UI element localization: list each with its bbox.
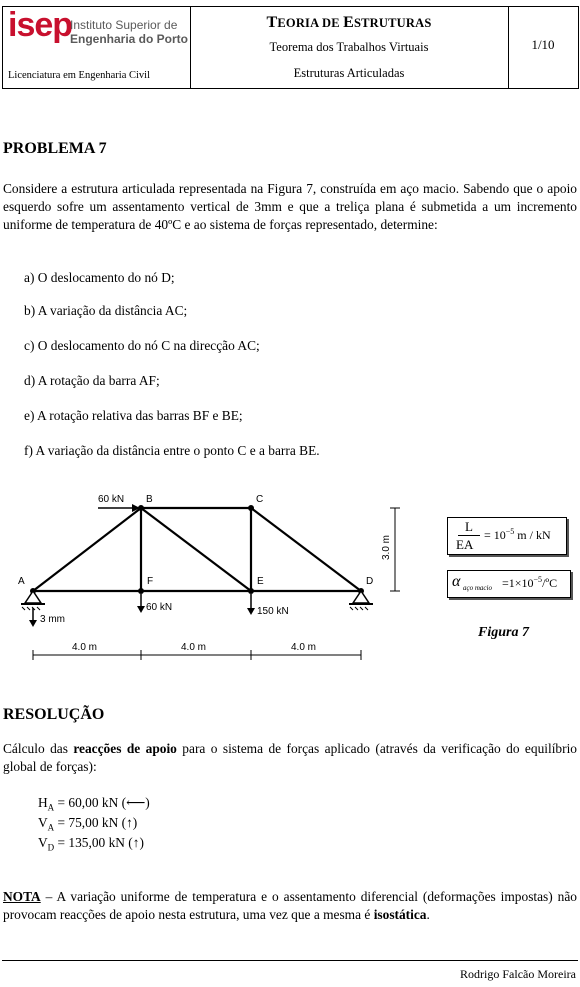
load-arrow-f [137, 594, 145, 613]
question-a: a) O deslocamento do nó D; [24, 270, 175, 285]
thermal-formula-box: α aço macio $=1\times 10^{-5}/ºC$ [447, 570, 571, 598]
node-a-label: A [18, 576, 25, 587]
load-b-label: 60 kN [98, 494, 125, 505]
logo-line1: Instituto Superior de [70, 18, 178, 32]
load-arrow-b [98, 504, 140, 512]
span2-label: 4.0 m [181, 642, 207, 653]
logo-line2: Engenharia do Porto [70, 32, 189, 46]
problem-heading: PROBLEMA 7 [3, 140, 107, 157]
problem-intro: Considere a estrutura articulada representada na Figura 7, construída em aço macio. Sabendo que o apoio esquerdo sofre um assentamento vertical de 3mm e que a treliça plana é submetida a um incremento uniforme de temperatura de 40ºC e ao sistema de forças representado, determine: [3, 181, 577, 232]
span1-label: 4.0 m [72, 642, 98, 653]
isep-logo [8, 6, 189, 52]
resolution-heading: RESOLUÇÃO [3, 706, 105, 723]
height-label: 3.0 m [381, 534, 392, 560]
stiffness-formula-box: L EA = $10^{-5}$ m / kN [447, 517, 567, 555]
resolution-intro: Cálculo das reacções de apoio para o sistema de forças aplicado (através da verificação do equilíbrio global de forças): [3, 741, 577, 774]
question-c: c) O deslocamento do nó C na direcção AC; [24, 338, 260, 353]
header-title: TEORIA DE ESTRUTURAS [266, 14, 432, 31]
settlement-label: 3 mm [40, 614, 65, 625]
question-f: f) A variação da distância entre o ponto C e a barra BE. [24, 443, 320, 458]
note-paragraph: NOTA – A variação uniforme de temperatura e o assentamento diferencial (deformações impostas) não provocam reacções de apoio nesta estrutura, uma vez que a mesma é isostática. [3, 889, 577, 922]
figure-caption: Figura 7 [478, 625, 529, 640]
course-name: Licenciatura em Engenharia Civil [8, 70, 150, 81]
node-f-label: F [147, 576, 154, 587]
node-d-label: D [366, 576, 374, 587]
reaction-va: $V_A = 75,00$ kN (↑) [38, 815, 138, 833]
span3-label: 4.0 m [291, 642, 317, 653]
support-D [349, 591, 373, 610]
bar-AB [33, 508, 141, 591]
question-b: b) A variação da distância AC; [24, 303, 188, 318]
node-b-label: B [146, 494, 153, 505]
footer-author: Rodrigo Falcão Moreira [460, 967, 576, 981]
header-top-rule [2, 6, 578, 7]
header-subtitle1: Teorema dos Trabalhos Virtuais [269, 40, 429, 54]
page-number: 1/10 [531, 37, 555, 52]
truss-bars [33, 508, 361, 591]
header-bottom-rule [2, 88, 578, 89]
bar-BE [141, 508, 251, 591]
reaction-ha: $H_A = 60,00$ kN (⟵) [38, 795, 150, 813]
node-c-label: C [256, 494, 264, 505]
support-A [21, 591, 45, 610]
reaction-vd: $V_D = 135,00$ kN (↑) [38, 835, 144, 853]
bar-CD [251, 508, 361, 591]
load-e-label: 150 kN [257, 606, 289, 617]
load-f-label: 60 kN [146, 602, 173, 613]
logo-mark: isep [8, 6, 73, 44]
node-e-label: E [257, 576, 264, 587]
question-d: d) A rotação da barra AF; [24, 373, 160, 388]
question-e: e) A rotação relativa das barras BF e BE; [24, 408, 243, 423]
footer-rule [2, 960, 578, 961]
load-arrow-e [247, 594, 255, 615]
header-subtitle2: Estruturas Articuladas [293, 66, 405, 80]
settlement-arrow [29, 608, 37, 627]
